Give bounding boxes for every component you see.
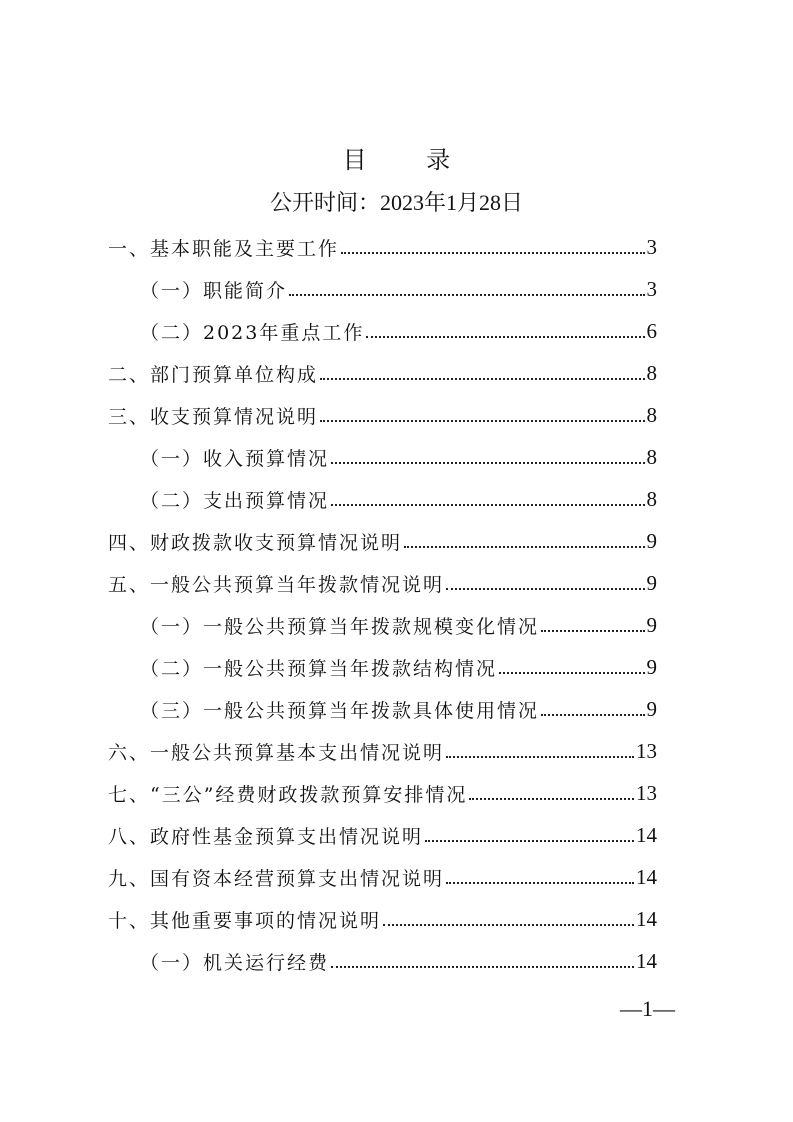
toc-entry-page: 9 xyxy=(646,570,657,595)
toc-entry-title: 六、一般公共预算基本支出情况说明 xyxy=(108,741,445,764)
toc-entry[interactable] xyxy=(0,814,793,856)
toc-leader-dots xyxy=(331,966,634,968)
toc-entry[interactable] xyxy=(0,898,793,940)
toc-entry-page: 9 xyxy=(646,612,657,637)
toc-leader-dots xyxy=(331,462,644,464)
toc-entry-title: 四、财政拨款收支预算情况说明 xyxy=(108,531,403,554)
toc-entry[interactable] xyxy=(0,394,793,436)
toc-entry[interactable] xyxy=(0,772,793,814)
toc-entry-page: 14 xyxy=(636,948,657,973)
toc-entry-page: 3 xyxy=(646,276,657,301)
toc-entry[interactable] xyxy=(0,730,793,772)
toc-leader-dots xyxy=(425,840,634,842)
toc-entry-page: 14 xyxy=(636,906,657,931)
toc-entry-title: （一）职能简介 xyxy=(140,279,288,302)
toc-leader-dots xyxy=(289,294,644,296)
toc-entry-title: （一）收入预算情况 xyxy=(140,447,330,470)
toc-entry-title: 一、基本职能及主要工作 xyxy=(108,237,340,260)
toc-leader-dots xyxy=(366,336,644,338)
toc-leader-dots xyxy=(446,588,644,590)
page-number: —1— xyxy=(620,996,675,1021)
toc-entry-page: 13 xyxy=(636,780,657,805)
toc-entry[interactable] xyxy=(0,520,793,562)
toc-entry-title: （二）2023年重点工作 xyxy=(140,321,365,344)
table-of-contents xyxy=(0,226,793,982)
toc-entry-page: 13 xyxy=(636,738,657,763)
toc-entry[interactable] xyxy=(0,436,793,478)
toc-leader-dots xyxy=(541,714,644,716)
toc-entry-page: 8 xyxy=(646,486,657,511)
toc-leader-dots xyxy=(541,630,644,632)
toc-entry-title: 五、一般公共预算当年拨款情况说明 xyxy=(108,573,445,596)
toc-leader-dots xyxy=(469,798,634,800)
toc-leader-dots xyxy=(446,882,634,884)
toc-entry-page: 9 xyxy=(646,654,657,679)
toc-leader-dots xyxy=(404,546,644,548)
toc-leader-dots xyxy=(499,672,644,674)
toc-entry-title: 八、政府性基金预算支出情况说明 xyxy=(108,825,424,848)
toc-entry-title: （三）一般公共预算当年拨款具体使用情况 xyxy=(140,699,540,722)
toc-entry[interactable] xyxy=(0,688,793,730)
toc-leader-dots xyxy=(446,756,634,758)
toc-entry-title: （一）一般公共预算当年拨款规模变化情况 xyxy=(140,615,540,638)
toc-entry-page: 8 xyxy=(646,402,657,427)
toc-leader-dots xyxy=(320,420,644,422)
toc-entry-page: 9 xyxy=(646,528,657,553)
toc-leader-dots xyxy=(341,252,644,254)
toc-leader-dots xyxy=(320,378,644,380)
toc-leader-dots xyxy=(383,924,634,926)
toc-entry[interactable] xyxy=(0,352,793,394)
toc-entry-page: 14 xyxy=(636,822,657,847)
toc-entry[interactable] xyxy=(0,310,793,352)
toc-entry[interactable] xyxy=(0,646,793,688)
publish-time: 公开时间：2023年1月28日 xyxy=(269,190,523,215)
toc-entry-title: 七、“三公”经费财政拨款预算安排情况 xyxy=(108,783,468,806)
toc-entry[interactable] xyxy=(0,268,793,310)
toc-entry-title: 九、国有资本经营预算支出情况说明 xyxy=(108,867,445,890)
toc-entry[interactable] xyxy=(0,940,793,982)
toc-entry[interactable] xyxy=(0,604,793,646)
toc-entry-page: 3 xyxy=(646,234,657,259)
toc-entry-page: 14 xyxy=(636,864,657,889)
toc-entry-title: （二）支出预算情况 xyxy=(140,489,330,512)
toc-leader-dots xyxy=(331,504,644,506)
toc-entry-page: 8 xyxy=(646,360,657,385)
toc-entry[interactable] xyxy=(0,562,793,604)
toc-entry[interactable] xyxy=(0,856,793,898)
toc-entry-title: （二）一般公共预算当年拨款结构情况 xyxy=(140,657,498,680)
toc-entry-title: （一）机关运行经费 xyxy=(140,951,330,974)
toc-entry[interactable] xyxy=(0,478,793,520)
toc-entry-title: 三、收支预算情况说明 xyxy=(108,405,319,428)
toc-entry-title: 二、部门预算单位构成 xyxy=(108,363,319,386)
toc-entry-title: 十、其他重要事项的情况说明 xyxy=(108,909,382,932)
toc-entry[interactable] xyxy=(0,226,793,268)
toc-entry-page: 8 xyxy=(646,444,657,469)
page-title: 目 录 xyxy=(342,146,477,174)
toc-entry-page: 6 xyxy=(646,318,657,343)
toc-entry-page: 9 xyxy=(646,696,657,721)
